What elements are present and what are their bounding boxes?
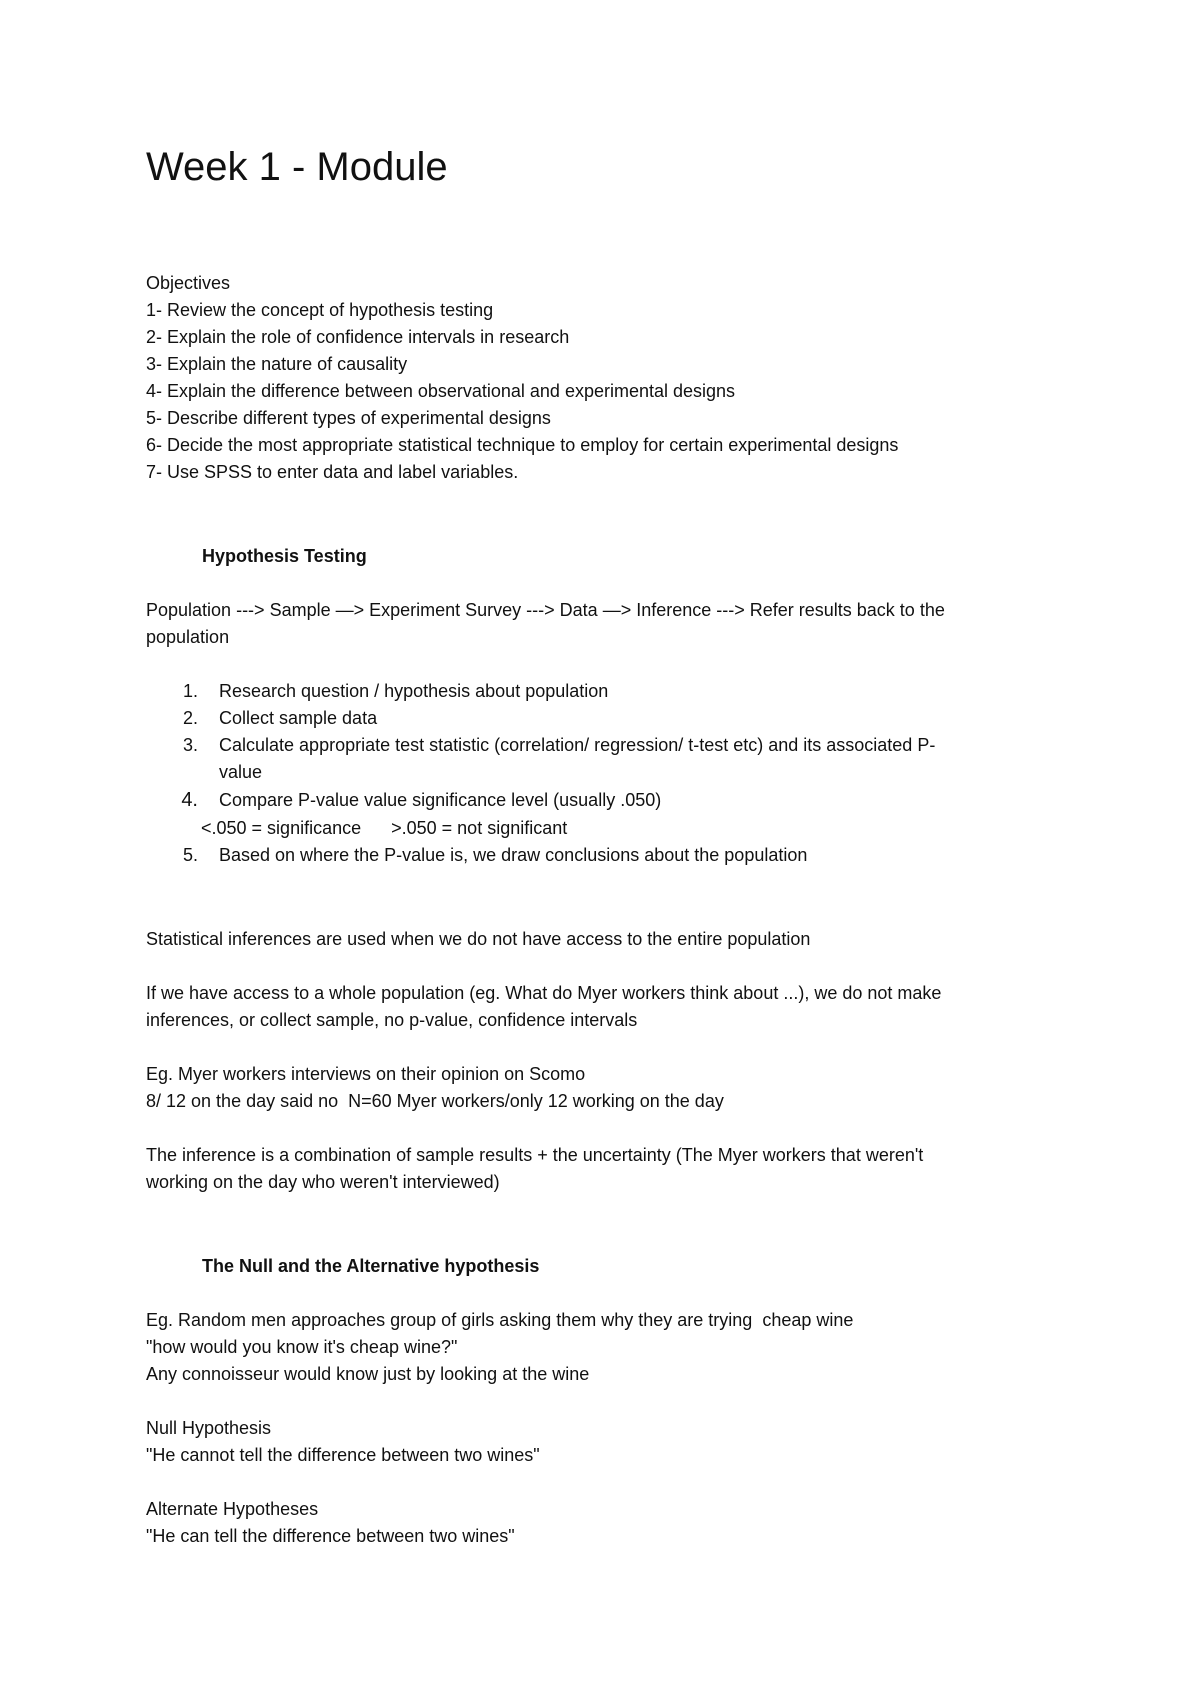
null-hypothesis-heading: Null Hypothesis: [146, 1418, 272, 1438]
step-number: 3.: [182, 735, 198, 755]
paragraph: Statistical inferences are used when we do not have access to the entire population: [146, 929, 811, 949]
paragraph: 8/ 12 on the day said no N=60 Myer workers/only 12 working on the day: [146, 1091, 724, 1111]
paragraph: working on the day who weren't interviewed): [146, 1172, 500, 1192]
step-text-continued: value: [219, 762, 263, 782]
paragraph: Eg. Random men approaches group of girls asking them why they are trying cheap wine: [146, 1310, 854, 1330]
paragraph: Eg. Myer workers interviews on their opinion on Scomo: [146, 1064, 586, 1084]
objective-item: 1- Review the concept of hypothesis testing: [146, 300, 494, 320]
paragraph: inferences, or collect sample, no p-value, confidence intervals: [146, 1010, 638, 1030]
step-number: 1.: [182, 681, 198, 701]
alternate-hypothesis-text: "He can tell the difference between two wines": [146, 1526, 515, 1546]
objective-item: 2- Explain the role of confidence intervals in research: [146, 327, 570, 347]
flow-line: Population ---> Sample —> Experiment Survey ---> Data —> Inference ---> Refer results back to the: [146, 600, 945, 620]
paragraph: Any connoisseur would know just by looking at the wine: [146, 1364, 590, 1384]
objective-item: 6- Decide the most appropriate statistical technique to employ for certain experimental designs: [146, 435, 899, 455]
step-text: Compare P-value value significance level (usually .050): [219, 790, 662, 810]
objective-item: 3- Explain the nature of causality: [146, 354, 408, 374]
step-number: 4.: [181, 789, 198, 811]
paragraph: If we have access to a whole population (eg. What do Myer workers think about ...), we do not make: [146, 983, 942, 1003]
paragraph: "how would you know it's cheap wine?": [146, 1337, 458, 1357]
significance-line: <.050 = significance >.050 = not significant: [201, 818, 568, 838]
paragraph: The inference is a combination of sample results + the uncertainty (The Myer workers that weren't: [146, 1145, 924, 1165]
step-text: Research question / hypothesis about population: [219, 681, 609, 701]
step-number: 5.: [182, 845, 198, 865]
objective-item: 5- Describe different types of experimental designs: [146, 408, 551, 428]
null-alt-heading: The Null and the Alternative hypothesis: [202, 1256, 540, 1276]
step-text: Collect sample data: [219, 708, 378, 728]
objective-item: 7- Use SPSS to enter data and label variables.: [146, 462, 519, 482]
page-title: Week 1 - Module: [146, 145, 448, 189]
alternate-hypothesis-heading: Alternate Hypotheses: [146, 1499, 319, 1519]
null-hypothesis-text: "He cannot tell the difference between two wines": [146, 1445, 540, 1465]
step-text: Based on where the P-value is, we draw conclusions about the population: [219, 845, 808, 865]
hypothesis-testing-heading: Hypothesis Testing: [202, 546, 367, 566]
step-number: 2.: [182, 708, 198, 728]
step-text: Calculate appropriate test statistic (correlation/ regression/ t-test etc) and its associated P-: [219, 735, 936, 755]
flow-line: population: [146, 627, 230, 647]
objective-item: 4- Explain the difference between observational and experimental designs: [146, 381, 736, 401]
objectives-heading: Objectives: [146, 273, 231, 293]
